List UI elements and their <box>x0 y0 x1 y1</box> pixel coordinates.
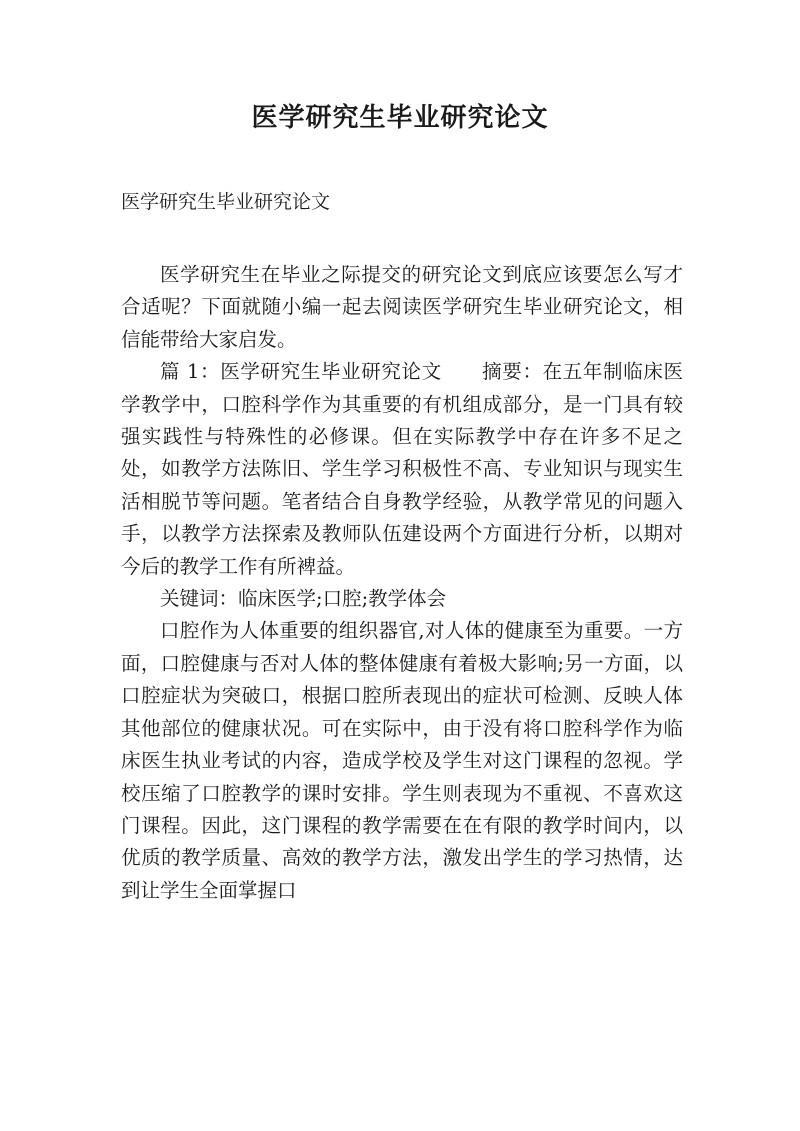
document-subtitle: 医学研究生毕业研究论文 <box>121 191 331 213</box>
document-title: 医学研究生毕业研究论文 <box>251 103 549 133</box>
document-body <box>121 259 683 907</box>
paragraph-keywords: 关键词：临床医学;口腔;教学体会 <box>160 587 447 611</box>
paragraph-main: 口腔作为人体重要的组织器官,对人体的健康至为重要。一方面，口腔健康与否对人体的整体健康有着极大影响;另一方面，以口腔症状为突破口，根据口腔所表现出的症状可检测、反映人体其他部位的健康状况。可在实际中，由于没有将口腔科学作为临床医生执业考试的内容，造成学校及学生对这门课程的忽视。学校压缩了口腔教学的课时安排。学生则表现为不重视、不喜欢这门课程。因此，这门课程的教学需要在在有限的教学时间内，以优质的教学质量、高效的教学方法，激发出学生的学习热情，达到让学生全面掌握口 <box>121 619 683 902</box>
paragraph-intro: 医学研究生在毕业之际提交的研究论文到底应该要怎么写才合适呢？下面就随小编一起去阅读医学研究生毕业研究论文，相信能带给大家启发。 <box>121 263 683 351</box>
paragraph-abstract: 篇 1：医学研究生毕业研究论文 摘要：在五年制临床医学教学中，口腔科学作为其重要的有机组成部分，是一门具有较强实践性与特殊性的必修课。但在实际教学中存在许多不足之处，如教学方法陈旧、学生学习积极性不高、专业知识与现实生活相脱节等问题。笔者结合自身教学经验，从教学常见的问题入手，以教学方法探索及教师队伍建设两个方面进行分析，以期对今后的教学工作有所裨益。 <box>121 360 683 578</box>
